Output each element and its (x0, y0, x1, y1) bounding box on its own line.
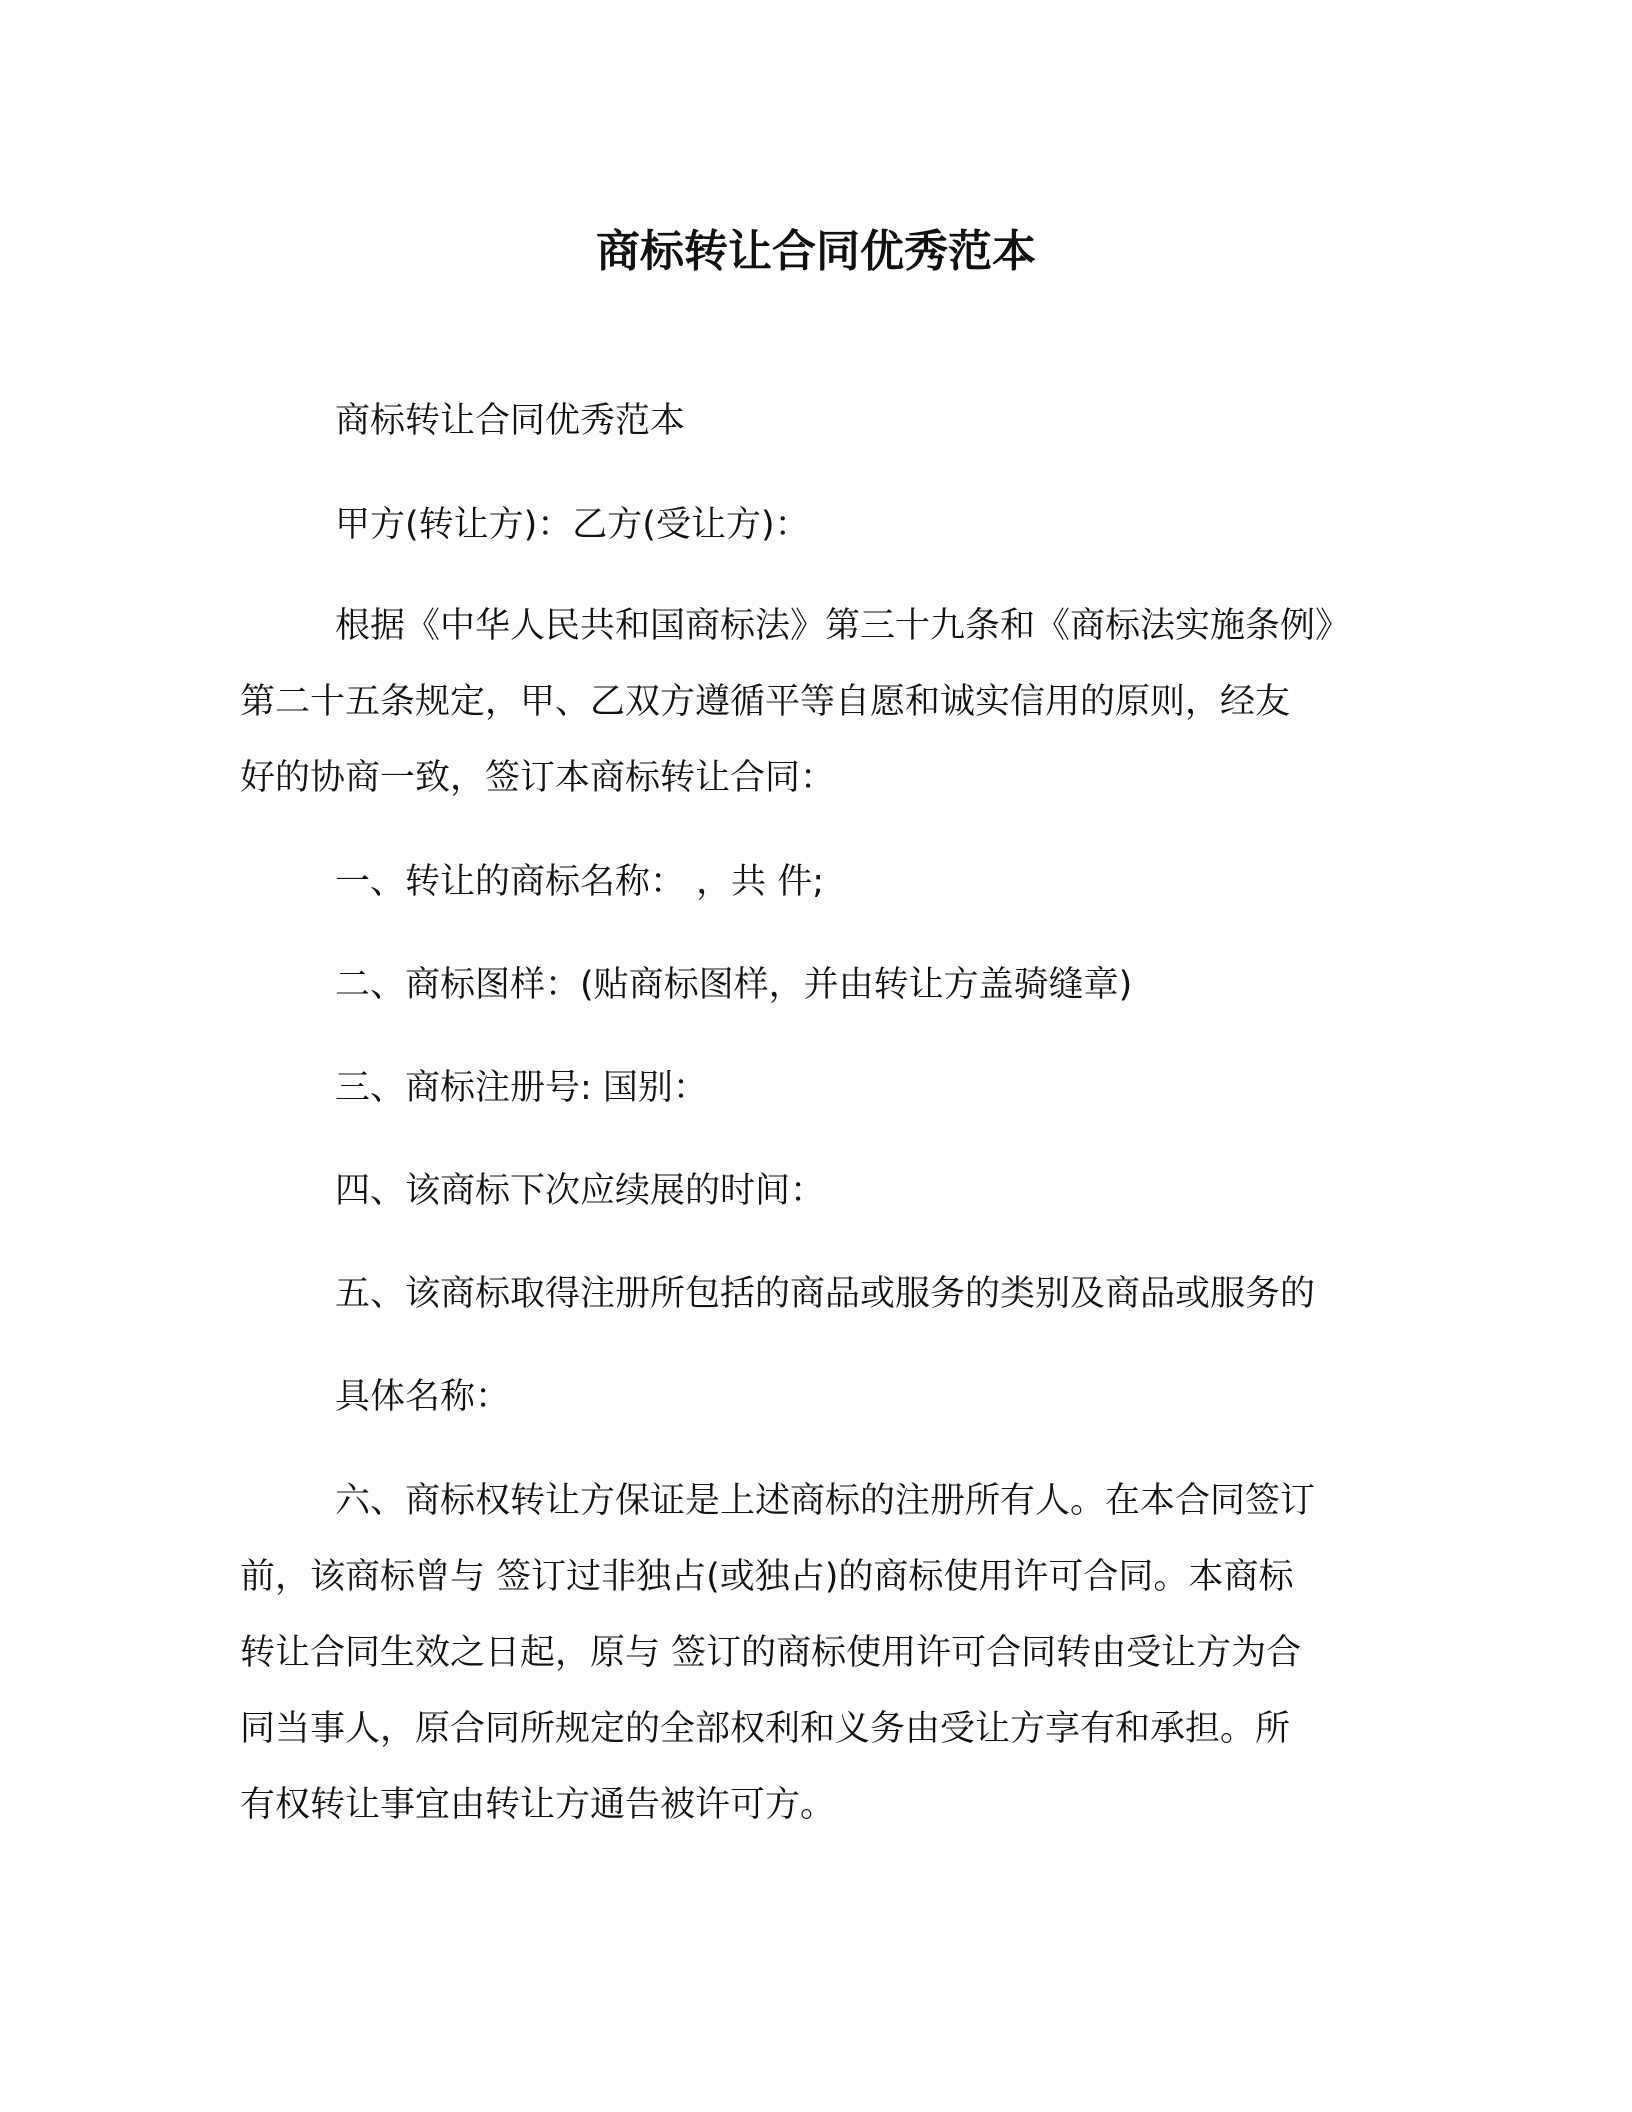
clause-6-line-2: 前，该商标曾与 签订过非独占(或独占)的商标使用许可合同。本商标 (240, 1557, 1294, 1597)
clause-2: 二、商标图样：(贴商标图样，并由转让方盖骑缝章) (335, 965, 1133, 1005)
parties-line: 甲方(转让方)：乙方(受让方)： (335, 505, 810, 545)
clause-5: 五、该商标取得注册所包括的商品或服务的类别及商品或服务的 (335, 1274, 1316, 1314)
clause-6-line-4: 同当事人，原合同所规定的全部权利和义务由受让方享有和承担。所 (240, 1709, 1291, 1749)
preamble-line-3: 好的协商一致，签订本商标转让合同： (240, 758, 836, 798)
clause-6-line-1: 六、商标权转让方保证是上述商标的注册所有人。在本合同签订 (335, 1481, 1316, 1521)
subtitle: 商标转让合同优秀范本 (335, 401, 686, 441)
preamble-line-1: 根据《中华人民共和国商标法》第三十九条和《商标法实施条例》 (335, 606, 1351, 646)
clause-5-continued: 具体名称： (335, 1377, 511, 1417)
clause-6-line-3: 转让合同生效之日起，原与 签订的商标使用许可合同转由受让方为合 (240, 1633, 1302, 1673)
preamble-line-2: 第二十五条规定，甲、乙双方遵循平等自愿和诚实信用的原则，经友 (240, 682, 1291, 722)
clause-1: 一、转让的商标名称： ，共 件; (335, 862, 825, 902)
document-title: 商标转让合同优秀范本 (596, 226, 1036, 277)
clause-3: 三、商标注册号: 国别： (335, 1068, 708, 1108)
clause-6-line-5: 有权转让事宜由转让方通告被许可方。 (240, 1785, 836, 1825)
clause-4: 四、该商标下次应续展的时间： (335, 1171, 826, 1211)
